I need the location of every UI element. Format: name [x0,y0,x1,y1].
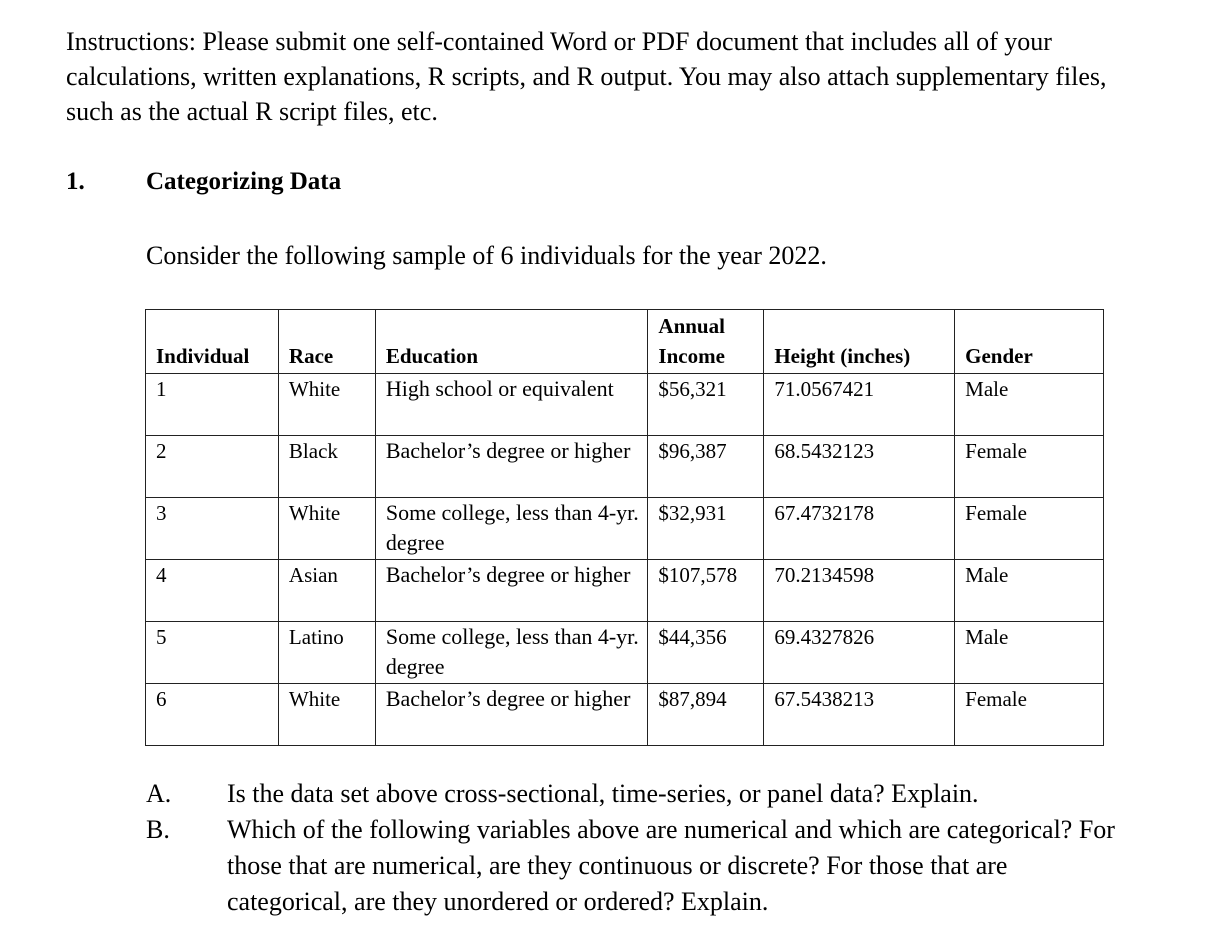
part-b-label: B. [146,815,170,844]
cell-height: 67.5438213 [764,684,955,746]
cell-individual: 6 [146,684,279,746]
table-row [146,622,1104,684]
cell-individual: 1 [146,374,279,436]
cell-race: White [278,374,375,436]
cell-height: 68.5432123 [764,436,955,498]
part-a-label: A. [146,779,172,808]
header-individual: Individual [146,310,279,374]
cell-race: Latino [278,622,375,684]
part-b-question: Which of the following variables above are numerical and which are categorical? For those that are numerical, are they continuous or discrete? For those that are categorical, are they unordered or ordered? Explain. [227,815,1115,916]
table-header-row [146,310,1104,374]
cell-individual: 4 [146,560,279,622]
table-row [146,498,1104,560]
cell-education: Some college, less than 4-yr. degree [375,498,648,560]
cell-education: High school or equivalent [375,374,648,436]
cell-income: $32,931 [648,498,764,560]
header-annual-income [648,310,764,374]
cell-income: $56,321 [648,374,764,436]
cell-gender: Male [955,374,1104,436]
cell-education: Bachelor’s degree or higher [375,684,648,746]
cell-individual: 3 [146,498,279,560]
cell-income: $87,894 [648,684,764,746]
part-a-question: Is the data set above cross-sectional, time-series, or panel data? Explain. [227,779,979,808]
question-intro: Consider the following sample of 6 individuals for the year 2022. [146,241,827,270]
cell-education: Bachelor’s degree or higher [375,436,648,498]
cell-gender: Female [955,684,1104,746]
cell-race: White [278,684,375,746]
cell-gender: Female [955,498,1104,560]
question-number: 1. [66,168,85,195]
cell-gender: Male [955,560,1104,622]
cell-income: $96,387 [648,436,764,498]
header-gender: Gender [955,310,1104,374]
cell-income: $44,356 [648,622,764,684]
header-income-line1: Annual [658,314,725,338]
question-title: Categorizing Data [146,168,342,195]
header-education: Education [375,310,648,374]
cell-gender: Male [955,622,1104,684]
table-row [146,374,1104,436]
cell-height: 71.0567421 [764,374,955,436]
cell-race: White [278,498,375,560]
cell-gender: Female [955,436,1104,498]
cell-individual: 5 [146,622,279,684]
sample-data-table [145,309,1104,746]
table-row [146,436,1104,498]
header-height: Height (inches) [764,310,955,374]
table-row [146,560,1104,622]
cell-height: 67.4732178 [764,498,955,560]
cell-education: Some college, less than 4-yr. degree [375,622,648,684]
cell-height: 69.4327826 [764,622,955,684]
header-income-line2: Income [658,344,725,368]
header-race: Race [278,310,375,374]
cell-education: Bachelor’s degree or higher [375,560,648,622]
cell-individual: 2 [146,436,279,498]
table-row [146,684,1104,746]
cell-height: 70.2134598 [764,560,955,622]
cell-race: Asian [278,560,375,622]
cell-race: Black [278,436,375,498]
cell-income: $107,578 [648,560,764,622]
instructions-paragraph: Instructions: Please submit one self-contained Word or PDF document that includes all of your calculations, written explanations, R scripts, and R output. You may also attach supplementary files, such as the actual R script files, etc. [66,27,1107,126]
